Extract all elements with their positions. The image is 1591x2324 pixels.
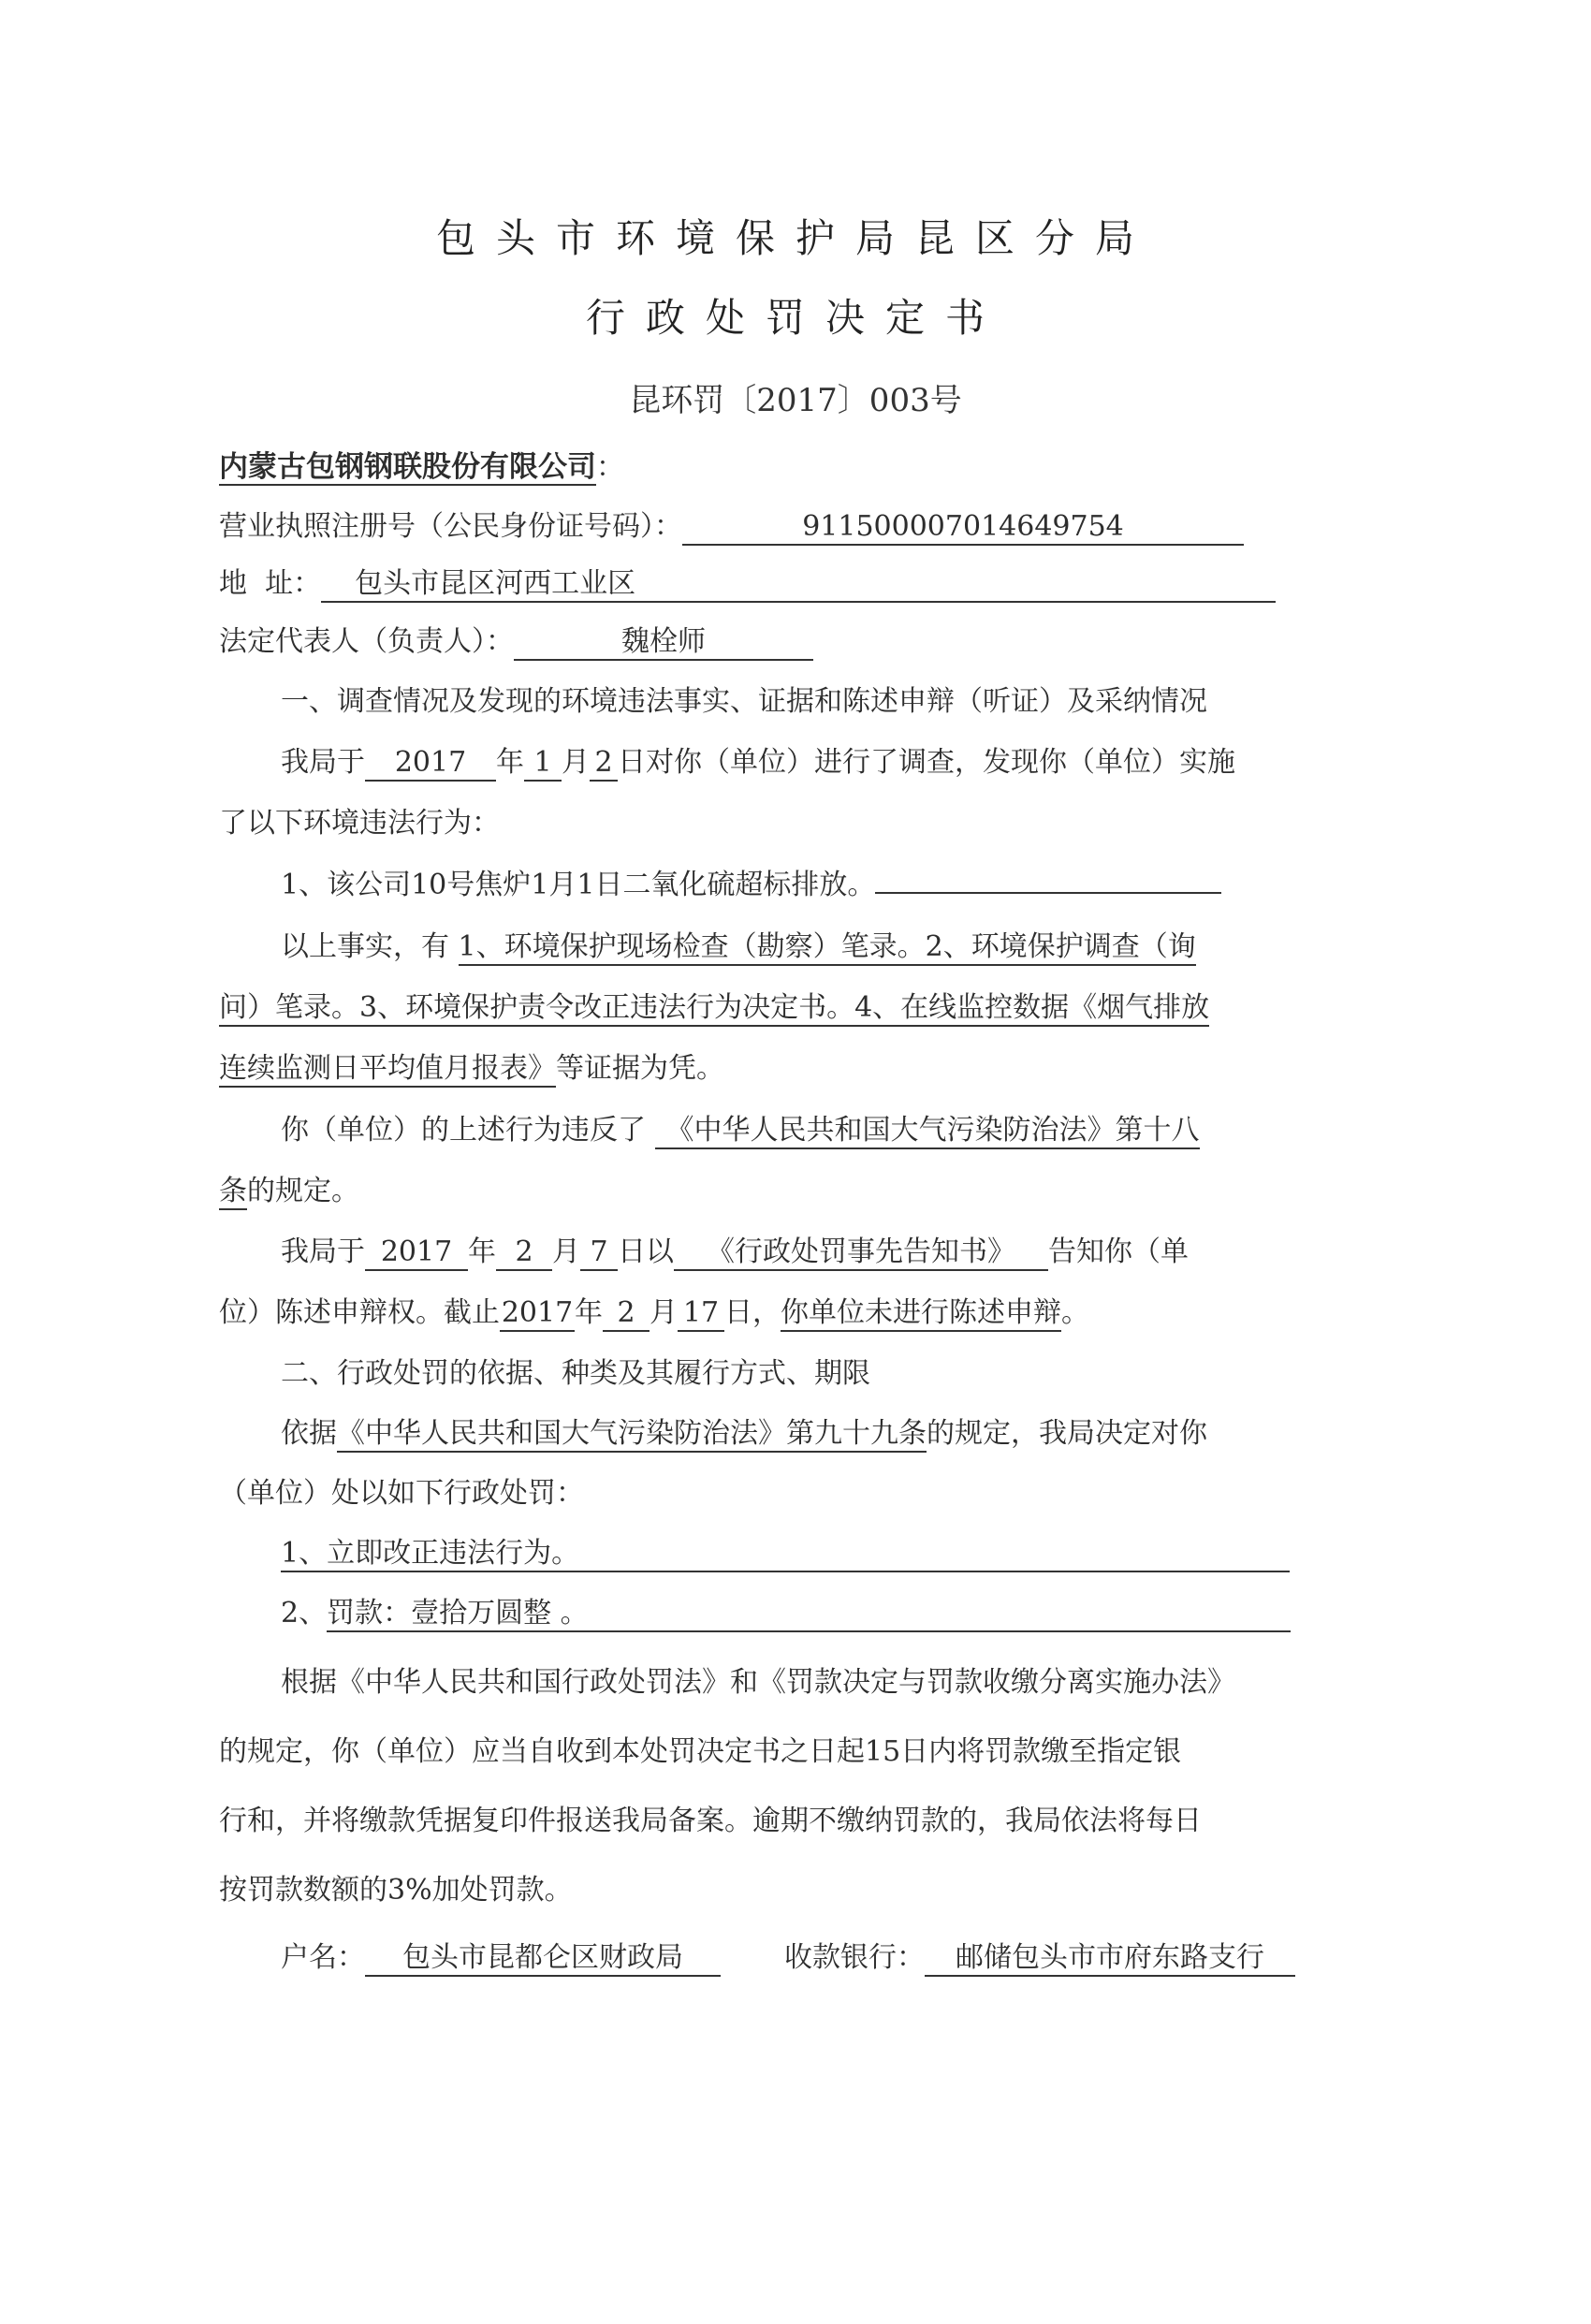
section1-heading: 一、调查情况及发现的环境违法事实、证据和陈述申辩（听证）及采纳情况 <box>281 685 1207 718</box>
law-violated-line-2 <box>219 1173 1295 1210</box>
inspection-month: 1 <box>524 746 562 782</box>
inspection-text-d: 日对你（单位）进行了调查，发现你（单位）实施 <box>618 746 1235 779</box>
document-number: 昆环罚〔2017〕003号 <box>629 382 962 419</box>
payment-line-3: 行和，并将缴款凭据复印件报送我局备案。逾期不缴纳罚款的，我局依法将每日 <box>219 1805 1202 1837</box>
deadline-day: 17 <box>678 1296 724 1332</box>
evidence-list-3: 连续监测日平均值月报表》 <box>219 1052 556 1088</box>
evidence-list-1: 1、环境保护现场检查（勘察）笔录。2、环境保护调查（询 <box>459 930 1196 966</box>
deadline-year: 2017 <box>500 1296 575 1332</box>
basis-line-2: （单位）处以如下行政处罚： <box>219 1477 584 1510</box>
evidence-line-3 <box>219 1050 1295 1088</box>
notice-document: 《行政处罚事先告知书》 <box>674 1235 1048 1271</box>
penalty-item-2 <box>281 1595 1295 1632</box>
basis-line-1 <box>281 1415 1295 1453</box>
bank-group <box>784 1939 1295 1977</box>
section2-heading: 二、行政处罚的依据、种类及其履行方式、期限 <box>281 1357 870 1390</box>
deadline-result: 你单位未进行陈述申辩 <box>781 1296 1061 1332</box>
license-label: 营业执照注册号（公民身份证号码）： <box>219 510 682 543</box>
violation-line <box>281 867 1295 904</box>
evidence-end: 等证据为凭。 <box>556 1052 724 1085</box>
legal-representative-label: 法定代表人（负责人）： <box>219 625 514 658</box>
deadline-end: 。 <box>1061 1296 1089 1329</box>
inspection-line <box>281 744 1295 782</box>
basis-text-a: 依据 <box>281 1417 337 1450</box>
notice-text-f: 位）陈述申辩权。截止 <box>219 1296 500 1329</box>
inspection-text-c: 月 <box>562 746 590 779</box>
deadline-text-b: 年 <box>575 1296 603 1329</box>
notice-text-d: 日以 <box>618 1235 674 1268</box>
deadline-text-c: 月 <box>650 1296 678 1329</box>
account-group <box>281 1939 721 1977</box>
law-violated-end: 的规定。 <box>247 1175 359 1207</box>
payment-line-1: 根据《中华人民共和国行政处罚法》和《罚款决定与罚款收缴分离实施办法》 <box>281 1666 1235 1699</box>
address-value: 包头市昆区河西工业区 <box>321 567 1276 603</box>
notice-month: 2 <box>496 1235 552 1271</box>
issuing-authority-title: 包头市环境保护局昆区分局 <box>435 215 1155 261</box>
notice-day: 7 <box>580 1235 618 1271</box>
notice-text-c: 月 <box>552 1235 580 1268</box>
notice-text-a: 我局于 <box>281 1235 365 1268</box>
evidence-line-2 <box>219 989 1295 1027</box>
law-violated-value-cont: 条 <box>219 1175 247 1210</box>
inspection-text-b: 年 <box>496 746 524 779</box>
payment-line-2: 的规定，你（单位）应当自收到本处罚决定书之日起15日内将罚款缴至指定银 <box>219 1735 1182 1768</box>
bank-account-line <box>281 1939 1295 1977</box>
evidence-line-1 <box>281 928 1295 966</box>
inspection-line-2: 了以下环境违法行为： <box>219 807 500 840</box>
notice-line-2 <box>219 1294 1295 1332</box>
notice-text-e: 告知你（单 <box>1048 1235 1189 1268</box>
penalty-item-2-label: 2、 <box>281 1597 328 1630</box>
deadline-text-d: 日， <box>724 1296 781 1329</box>
inspection-text-a: 我局于 <box>281 746 365 779</box>
violation-blank <box>875 892 1221 894</box>
legal-representative-value: 魏栓师 <box>514 625 813 661</box>
inspection-year: 2017 <box>365 746 496 782</box>
penalty-item-2-text: 罚款：壹拾万圆整 。 <box>327 1597 1291 1632</box>
license-line <box>219 508 1295 546</box>
recipient-name: 内蒙古包钢钢联股份有限公司 <box>219 450 596 484</box>
bank-label: 收款银行： <box>784 1941 925 1974</box>
bank-name: 邮储包头市市府东路支行 <box>925 1941 1295 1977</box>
account-name: 包头市昆都仑区财政局 <box>365 1941 721 1977</box>
notice-text-b: 年 <box>468 1235 496 1268</box>
inspection-day: 2 <box>590 746 618 782</box>
evidence-text-a: 以上事实，有 <box>281 930 449 963</box>
deadline-month: 2 <box>603 1296 650 1332</box>
payment-line-4: 按罚款数额的3%加处罚款。 <box>219 1874 573 1907</box>
notice-line-1 <box>281 1234 1295 1271</box>
legal-representative-line <box>219 623 1295 661</box>
violation-item-1: 1、该公司10号焦炉1月1日二氧化硫超标排放。 <box>281 869 876 901</box>
address-line <box>219 565 1295 603</box>
penalty-item-1 <box>281 1535 1295 1572</box>
basis-text-c: 的规定，我局决定对你 <box>927 1417 1207 1450</box>
document-type-title: 行政处罚决定书 <box>585 295 1005 341</box>
address-label: 地 址： <box>219 567 322 600</box>
recipient-colon: ： <box>596 451 624 484</box>
law-violated-value: 《中华人民共和国大气污染防治法》第十八 <box>655 1114 1200 1149</box>
recipient-line <box>219 449 1295 487</box>
account-label: 户名： <box>281 1941 365 1974</box>
law-violated-line-1 <box>281 1112 1295 1149</box>
penalty-item-1-text: 1、立即改正违法行为。 <box>281 1537 1290 1572</box>
notice-year: 2017 <box>365 1235 468 1271</box>
license-value: 911500007014649754 <box>682 510 1244 546</box>
law-violated-text: 你（单位）的上述行为违反了 <box>281 1114 646 1147</box>
evidence-list-2: 问）笔录。3、环境保护责令改正违法行为决定书。4、在线监控数据《烟气排放 <box>219 991 1209 1027</box>
basis-law: 《中华人民共和国大气污染防治法》第九十九条 <box>337 1417 927 1453</box>
